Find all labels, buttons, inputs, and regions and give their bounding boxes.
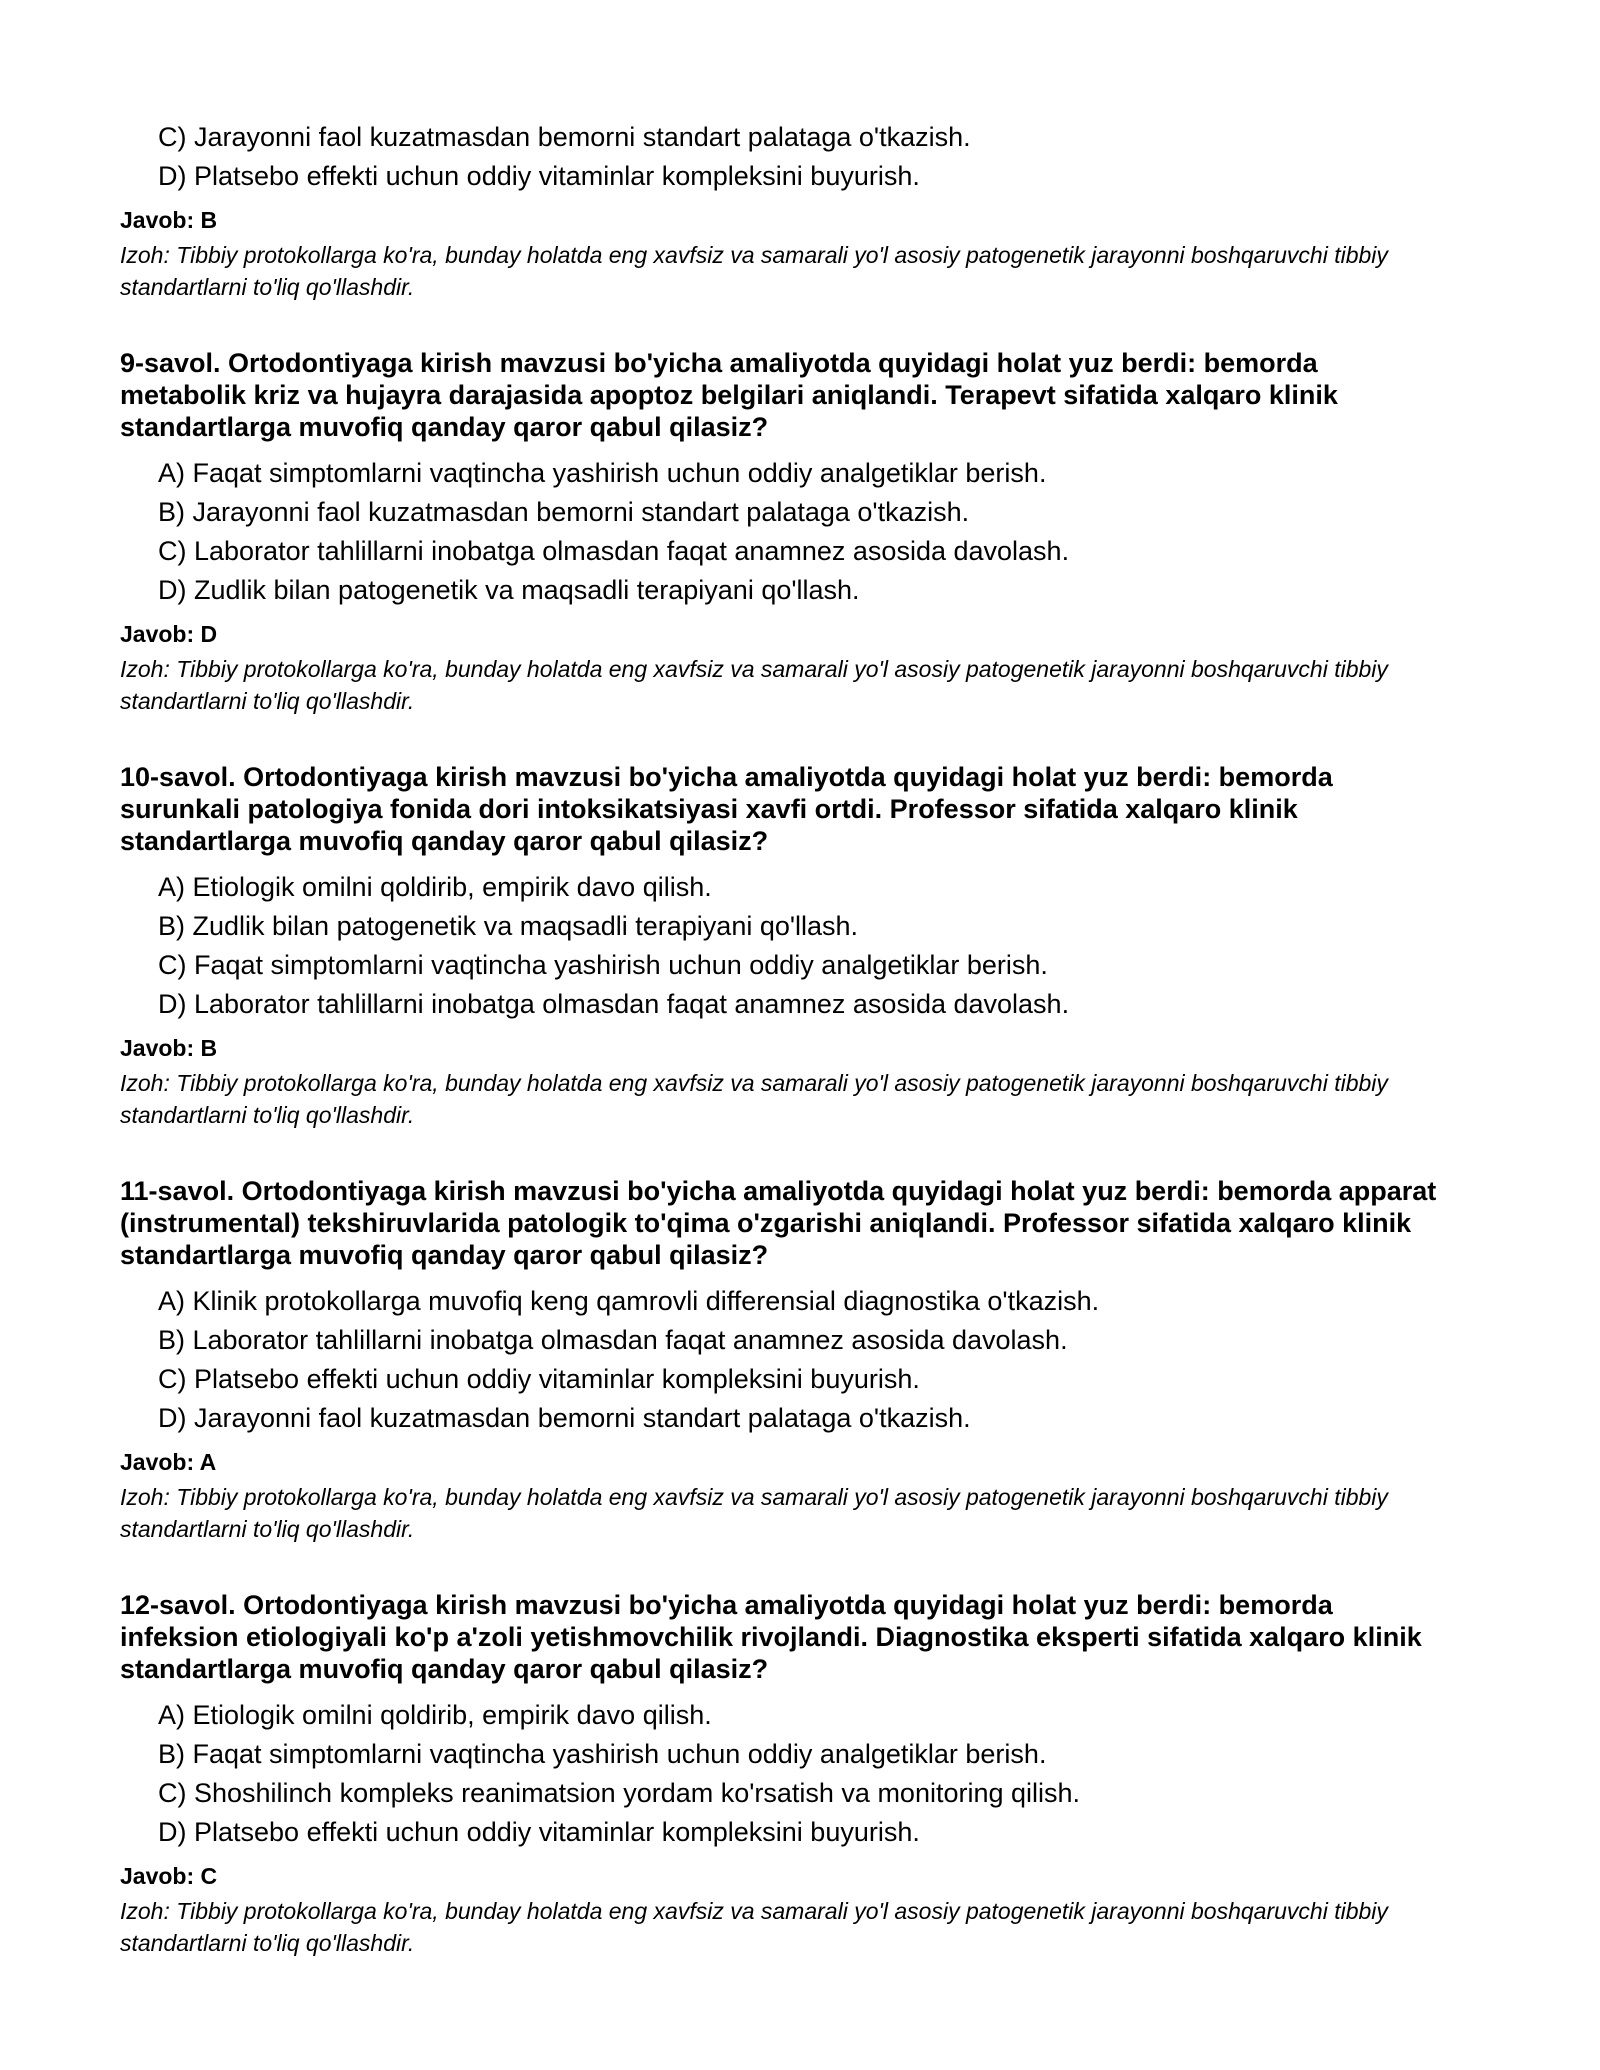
answer-label: Javob: B	[120, 207, 218, 233]
explanation-note: Izoh: Tibbiy protokollarga ko'ra, bunday holatda eng xavfsiz va samarali yo'l asosiy patogenetik jarayonni boshqaruvchi tibbiy standartlarni to'liq qo'llashdir.	[120, 242, 1388, 300]
carryover-block	[120, 118, 1450, 303]
option-b: B) Zudlik bilan patogenetik va maqsadli terapiyani qo'llash.	[158, 911, 859, 941]
option-d: D) Platsebo effekti uchun oddiy vitaminlar kompleksini buyurish.	[158, 1817, 920, 1847]
question-10	[120, 761, 1450, 1131]
option-a: A) Faqat simptomlarni vaqtincha yashirish uchun oddiy analgetiklar berish.	[158, 458, 1047, 488]
option-a: A) Klinik protokollarga muvofiq keng qamrovli differensial diagnostika o'tkazish.	[158, 1286, 1100, 1316]
option-d: D) Laborator tahlillarni inobatga olmasdan faqat anamnez asosida davolash.	[158, 989, 1070, 1019]
option-c: C) Shoshilinch kompleks reanimatsion yordam ko'rsatish va monitoring qilish.	[158, 1778, 1081, 1808]
option-b: B) Faqat simptomlarni vaqtincha yashirish uchun oddiy analgetiklar berish.	[158, 1739, 1047, 1769]
answer-label: Javob: C	[120, 1863, 218, 1889]
explanation-note: Izoh: Tibbiy protokollarga ko'ra, bunday holatda eng xavfsiz va samarali yo'l asosiy patogenetik jarayonni boshqaruvchi tibbiy standartlarni to'liq qo'llashdir.	[120, 1484, 1388, 1542]
explanation-note: Izoh: Tibbiy protokollarga ko'ra, bunday holatda eng xavfsiz va samarali yo'l asosiy patogenetik jarayonni boshqaruvchi tibbiy standartlarni to'liq qo'llashdir.	[120, 1070, 1388, 1128]
option-c: C) Jarayonni faol kuzatmasdan bemorni standart palataga o'tkazish.	[158, 122, 971, 152]
question-title: 12-savol. Ortodontiyaga kirish mavzusi bo'yicha amaliyotda quyidagi holat yuz berdi: bemorda infeksion etiologiyali ko'p a'zoli yetishmovchilik rivojlandi. Diagnostika eksperti sifatida xalqaro klinik standartlarga muvofiq qanday qaror qabul qilasiz?	[120, 1590, 1422, 1684]
question-title: 10-savol. Ortodontiyaga kirish mavzusi bo'yicha amaliyotda quyidagi holat yuz berdi: bemorda surunkali patologiya fonida dori intoksikatsiyasi xavfi ortdi. Professor sifatida xalqaro klinik standartlarga muvofiq qanday qaror qabul qilasiz?	[120, 762, 1333, 856]
answer-label: Javob: D	[120, 621, 218, 647]
answer-label: Javob: A	[120, 1449, 217, 1475]
question-title: 9-savol. Ortodontiyaga kirish mavzusi bo'yicha amaliyotda quyidagi holat yuz berdi: bemorda metabolik kriz va hujayra darajasida apoptoz belgilari aniqlandi. Terapevt sifatida xalqaro klinik standartlarga muvofiq qanday qaror qabul qilasiz?	[120, 348, 1338, 442]
question-12	[120, 1589, 1450, 1959]
explanation-note: Izoh: Tibbiy protokollarga ko'ra, bunday holatda eng xavfsiz va samarali yo'l asosiy patogenetik jarayonni boshqaruvchi tibbiy standartlarni to'liq qo'llashdir.	[120, 1898, 1388, 1956]
question-title: 11-savol. Ortodontiyaga kirish mavzusi bo'yicha amaliyotda quyidagi holat yuz berdi: bemorda apparat (instrumental) tekshiruvlarida patologik to'qima o'zgarishi aniqlandi. Professor sifatida xalqaro klinik standartlarga muvofiq qanday qaror qabul qilasiz?	[120, 1176, 1437, 1270]
option-a: A) Etiologik omilni qoldirib, empirik davo qilish.	[158, 1700, 712, 1730]
option-b: B) Jarayonni faol kuzatmasdan bemorni standart palataga o'tkazish.	[158, 497, 970, 527]
option-a: A) Etiologik omilni qoldirib, empirik davo qilish.	[158, 872, 712, 902]
option-d: D) Jarayonni faol kuzatmasdan bemorni standart palataga o'tkazish.	[158, 1403, 971, 1433]
option-d: D) Zudlik bilan patogenetik va maqsadli terapiyani qo'llash.	[158, 575, 860, 605]
answer-label: Javob: B	[120, 1035, 218, 1061]
option-d: D) Platsebo effekti uchun oddiy vitaminlar kompleksini buyurish.	[158, 161, 920, 191]
explanation-note: Izoh: Tibbiy protokollarga ko'ra, bunday holatda eng xavfsiz va samarali yo'l asosiy patogenetik jarayonni boshqaruvchi tibbiy standartlarni to'liq qo'llashdir.	[120, 656, 1388, 714]
option-c: C) Laborator tahlillarni inobatga olmasdan faqat anamnez asosida davolash.	[158, 536, 1070, 566]
option-b: B) Laborator tahlillarni inobatga olmasdan faqat anamnez asosida davolash.	[158, 1325, 1068, 1355]
question-9	[120, 347, 1450, 717]
question-11	[120, 1175, 1450, 1545]
option-c: C) Platsebo effekti uchun oddiy vitaminlar kompleksini buyurish.	[158, 1364, 920, 1394]
option-c: C) Faqat simptomlarni vaqtincha yashirish uchun oddiy analgetiklar berish.	[158, 950, 1048, 980]
document-page	[120, 118, 1450, 1959]
